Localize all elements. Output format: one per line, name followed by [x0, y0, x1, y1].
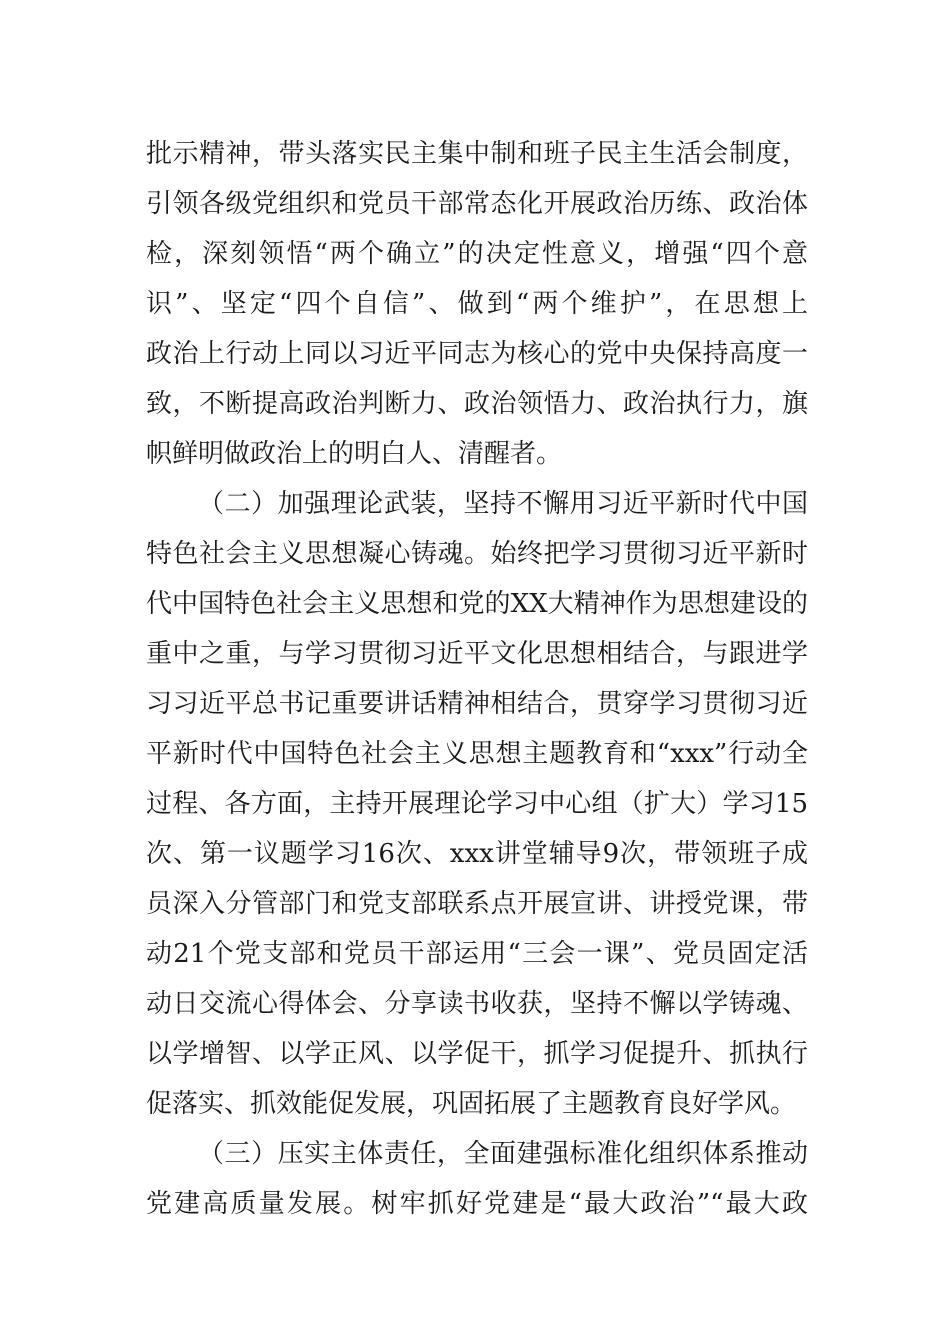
text-line: 动日交流心得体会、分享读书收获，坚持不懈以学铸魂、 — [146, 989, 808, 1019]
text-line: 特色社会主义思想凝心铸魂。始终把学习贯彻习近平新时 — [146, 539, 808, 569]
text-line: 过程、各方面，主持开展理论学习中心组（扩大）学习15 — [146, 789, 808, 819]
text-line: 习习近平总书记重要讲话精神相结合，贯穿学习贯彻习近 — [146, 689, 808, 719]
text-line: 致，不断提高政治判断力、政治领悟力、政治执行力，旗 — [146, 389, 808, 419]
paragraph-heading-line: （三）压实主体责任，全面建强标准化组织体系推动 — [198, 1139, 808, 1169]
text-line: 政治上行动上同以习近平同志为核心的党中央保持高度一 — [146, 339, 808, 369]
text-line: 检，深刻领悟“两个确立”的决定性意义，增强“四个意 — [146, 239, 808, 269]
text-line: 批示精神，带头落实民主集中制和班子民主生活会制度， — [146, 139, 808, 169]
text-line: 代中国特色社会主义思想和党的XX大精神作为思想建设的 — [146, 589, 808, 619]
text-line: 次、第一议题学习16次、xxx讲堂辅导9次，带领班子成 — [146, 839, 808, 869]
text-line: 以学增智、以学正风、以学促干，抓学习促提升、抓执行 — [146, 1039, 808, 1069]
text-line: 促落实、抓效能促发展，巩固拓展了主题教育良好学风。 — [146, 1089, 797, 1119]
text-line: 重中之重，与学习贯彻习近平文化思想相结合，与跟进学 — [146, 639, 808, 669]
text-line: 识”、坚定“四个自信”、做到“两个维护”，在思想上 — [146, 289, 808, 319]
text-line: 员深入分管部门和党支部联系点开展宣讲、讲授党课，带 — [146, 889, 808, 919]
text-line: 平新时代中国特色社会主义思想主题教育和“xxx”行动全 — [146, 739, 808, 769]
text-line: 党建高质量发展。树牢抓好党建是“最大政治”“最大政 — [146, 1189, 808, 1219]
paragraph-heading-line: （二）加强理论武装，坚持不懈用习近平新时代中国 — [198, 489, 808, 519]
body-text — [146, 129, 808, 1229]
text-line: 帜鲜明做政治上的明白人、清醒者。 — [146, 439, 563, 469]
text-line: 引领各级党组织和党员干部常态化开展政治历练、政治体 — [146, 189, 808, 219]
text-line: 动21个党支部和党员干部运用“三会一课”、党员固定活 — [146, 939, 808, 969]
